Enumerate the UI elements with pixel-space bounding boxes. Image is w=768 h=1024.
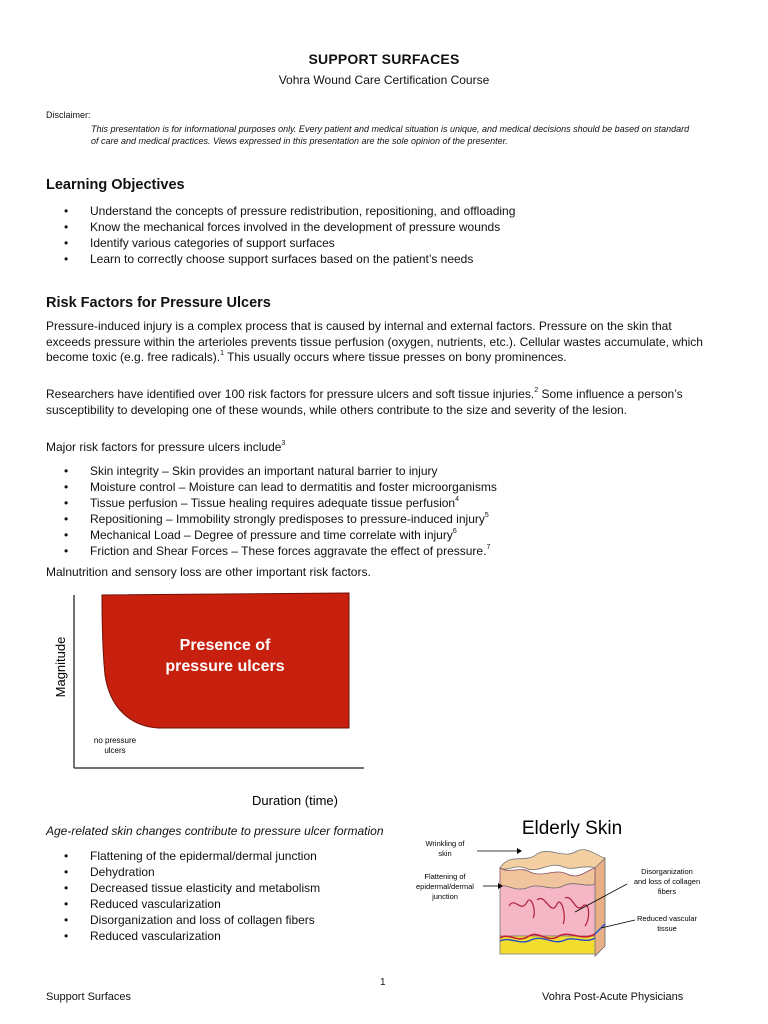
risk-paragraph-4: Malnutrition and sensory loss are other important risk factors.: [46, 565, 371, 579]
list-item: • Flattening of the epidermal/dermal junction: [64, 848, 320, 864]
graph-x-label: Duration (time): [252, 793, 338, 808]
risk-paragraph-2: Researchers have identified over 100 risk factors for pressure ulcers and soft tissue injuries.$^2$ Some influence a person’s susceptibility to developing one of these wounds, while others contribute to the size and severity of the lesion.: [46, 387, 683, 417]
document-title: SUPPORT SURFACES: [308, 51, 460, 67]
list-item: • Repositioning – Immobility strongly predisposes to pressure-induced injury$^5$: [64, 511, 497, 527]
age-changes-list: [64, 848, 320, 944]
learning-objectives-list: [64, 203, 515, 267]
list-item: • Dehydration: [64, 864, 320, 880]
elderly-skin-illustration: [405, 808, 735, 973]
footer-left: Support Surfaces: [46, 991, 131, 1003]
no-ulcers-label-line-2: ulcers: [104, 746, 126, 755]
list-item: • Friction and Shear Forces – These forces aggravate the effect of pressure.$^7$: [64, 543, 497, 559]
list-item: • Identify various categories of support surfaces: [64, 235, 515, 251]
list-item: • Tissue perfusion – Tissue healing requires adequate tissue perfusion$^4$: [64, 495, 497, 511]
label-disorg-1: Disorganization: [641, 867, 693, 876]
label-disorg-2: and loss of collagen: [633, 877, 701, 886]
list-item: • Skin integrity – Skin provides an important natural barrier to injury: [64, 463, 497, 479]
list-item: • Reduced vascularization: [64, 896, 320, 912]
risk-paragraph-3: Major risk factors for pressure ulcers include$^3$: [46, 440, 286, 454]
footer-right: Vohra Post-Acute Physicians: [542, 991, 684, 1003]
label-flatten-3: junction: [432, 892, 458, 901]
no-ulcers-label-line-1: no pressure: [93, 736, 137, 745]
list-item: • Learn to correctly choose support surfaces based on the patient’s needs: [64, 251, 515, 267]
graph-y-label: Magnitude: [53, 636, 68, 698]
pressure-duration-graph: [40, 585, 380, 815]
label-flatten-2: epidermal/dermal: [416, 882, 474, 891]
list-item: • Decreased tissue elasticity and metabolism: [64, 880, 320, 896]
list-item: • Know the mechanical forces involved in the development of pressure wounds: [64, 219, 515, 235]
region-label-line-1: Presence of: [179, 637, 271, 654]
list-item: • Reduced vascularization: [64, 928, 320, 944]
list-item: • Mechanical Load – Degree of pressure and time correlate with injury$^6$: [64, 527, 497, 543]
page-number: 1: [380, 977, 386, 988]
arrow-head: [517, 848, 522, 854]
list-item: • Disorganization and loss of collagen fibers: [64, 912, 320, 928]
label-wrinkling-1: Wrinkling of: [425, 839, 465, 848]
risk-factors-list: [64, 463, 497, 559]
learning-objectives-heading: Learning Objectives: [46, 177, 185, 193]
list-item: • Moisture control – Moisture can lead to dermatitis and foster microorganisms: [64, 479, 497, 495]
label-flatten-1: Flattening of: [424, 872, 466, 881]
risk-factors-heading: Risk Factors for Pressure Ulcers: [46, 295, 271, 311]
disclaimer-text: This presentation is for informational purposes only. Every patient and medical situation is unique, and medical decisions should be based on standard of care and medical practices. Views expressed in this presentation are the sole opinion of the presenter.: [91, 124, 690, 146]
label-wrinkling-2: skin: [438, 849, 452, 858]
label-vasc-2: tissue: [657, 924, 677, 933]
document-subtitle: Vohra Wound Care Certification Course: [278, 73, 490, 87]
region-label-line-2: pressure ulcers: [165, 658, 285, 675]
disclaimer-label: Disclaimer:: [46, 110, 91, 120]
list-item: • Understand the concepts of pressure redistribution, repositioning, and offloading: [64, 203, 515, 219]
skin-figure-title: Elderly Skin: [521, 818, 623, 839]
label-disorg-3: fibers: [657, 887, 677, 896]
risk-paragraph-1: Pressure-induced injury is a complex process that is caused by internal and external factors. Pressure on the skin that exceeds pressure within the arterioles prevents tissue perfusion (oxygen, nutrients, etc.). Cellular wastes accumulate, which become toxic (e.g. free radicals).$^1$ This usually occurs where tissue presses on bony prominences.: [46, 319, 703, 364]
label-vasc-1: Reduced vascular: [636, 914, 698, 923]
age-section-intro: Age-related skin changes contribute to pressure ulcer formation: [46, 824, 384, 838]
arrow-vasc: [601, 920, 635, 928]
